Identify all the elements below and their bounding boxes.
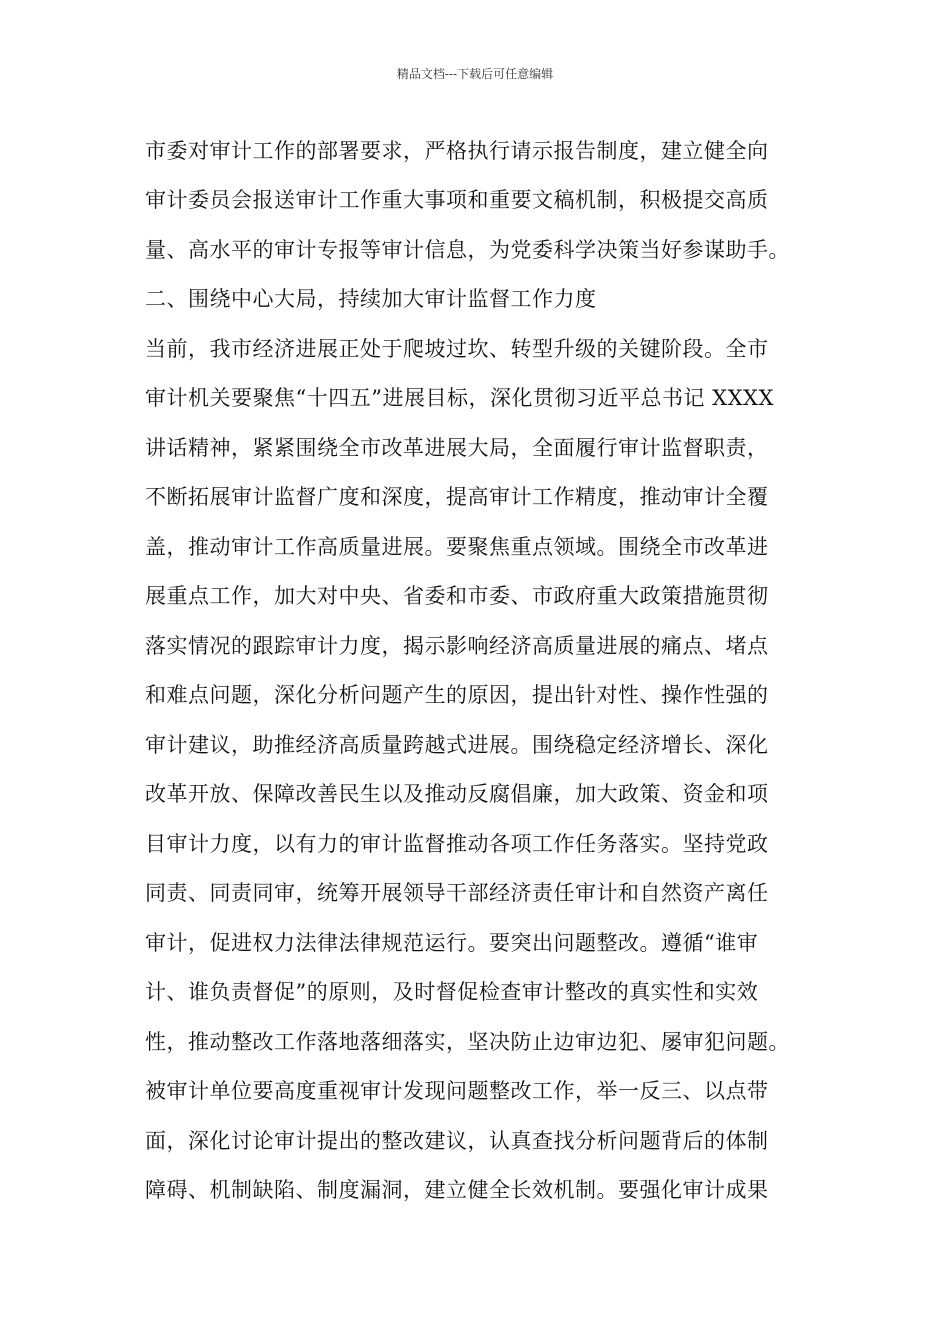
body-line-12: 和难点问题，深化分析问题产生的原因，提出针对性、操作性强的 xyxy=(145,683,769,707)
body-line-14: 改革开放、保障改善民生以及推动反腐倡廉，加大政策、资金和项 xyxy=(145,782,769,806)
body-line-9: 盖，推动审计工作高质量进展。要聚焦重点领域。围绕全市改革进 xyxy=(145,535,769,559)
body-line-18: 计、谁负责督促”的原则，及时督促检查审计整改的真实性和实效 xyxy=(145,980,759,1004)
body-line-7: 讲话精神，紧紧围绕全市改革进展大局，全面履行审计监督职责， xyxy=(145,436,769,460)
body-line-2: 审计委员会报送审计工作重大事项和重要文稿机制，积极提交高质 xyxy=(145,188,769,212)
body-line-5: 当前，我市经济进展正处于爬坡过坎、转型升级的关键阶段。全市 xyxy=(145,337,769,361)
body-line-11: 落实情况的跟踪审计力度，揭示影响经济高质量进展的痛点、堵点 xyxy=(145,634,769,658)
body-line-21: 面，深化讨论审计提出的整改建议，认真查找分析问题背后的体制 xyxy=(145,1129,769,1153)
body-line-6: 审计机关要聚焦“十四五”进展目标，深化贯彻习近平总书记 XXXX xyxy=(145,386,774,410)
body-line-13: 审计建议，助推经济高质量跨越式进展。围绕稳定经济增长、深化 xyxy=(145,733,769,757)
body-line-3: 量、高水平的审计专报等审计信息，为党委科学决策当好参谋助手。 xyxy=(145,238,790,262)
section-heading: 二、围绕中心大局，持续加大审计监督工作力度 xyxy=(145,287,597,311)
body-line-8: 不断拓展审计监督广度和深度，提高审计工作精度，推动审计全覆 xyxy=(145,485,769,509)
body-line-17: 审计，促进权力法律法律规范运行。要突出问题整改。遵循“谁审 xyxy=(145,931,759,955)
body-line-10: 展重点工作，加大对中央、省委和市委、市政府重大政策措施贯彻 xyxy=(145,584,769,608)
body-line-22: 障碍、机制缺陷、制度漏洞，建立健全长效机制。要强化审计成果 xyxy=(145,1178,769,1202)
body-line-19: 性，推动整改工作落地落细落实，坚决防止边审边犯、屡审犯问题。 xyxy=(145,1030,790,1054)
body-line-1: 市委对审计工作的部署要求，严格执行请示报告制度，建立健全向 xyxy=(145,139,769,163)
body-line-20: 被审计单位要高度重视审计发现问题整改工作，举一反三、以点带 xyxy=(145,1079,769,1103)
body-line-16: 同责、同责同审，统筹开展领导干部经济责任审计和自然资产离任 xyxy=(145,881,769,905)
body-line-15: 目审计力度，以有力的审计监督推动各项工作任务落实。坚持党政 xyxy=(145,832,769,856)
page-header: 精品文档---下载后可任意编辑 xyxy=(396,67,554,81)
